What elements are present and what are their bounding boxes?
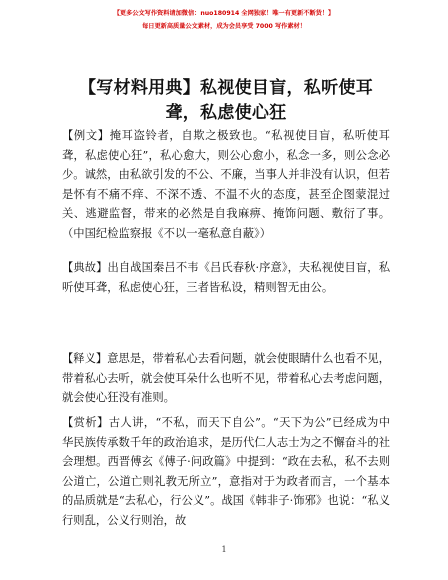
- promo-banner-line-2: 每日更新高质量公文素材，成为会员享受 7000 写作素材！: [142, 23, 306, 30]
- paragraph-appreciation: [62, 413, 390, 531]
- paragraph-text: 掩耳盗铃者，自欺之极致也。“私视使目盲，私听使耳聋，私虑使心狂”，私心愈大，则公心愈小，私念一多，则公念必少。诚然，由私欲引发的不公、不廉，当事人并非没有认识，但若是怀有不痛不痒、不深不透、不温不火的态度，甚至企图蒙混过关、逃避监督，带来的必然是自我麻痹、掩饰问题、敷衍了事。（中国纪检监察报《不以一毫私意自蔽》）: [62, 129, 390, 240]
- paragraph-allusion: [62, 258, 390, 297]
- paragraph-text: 意思是，带着私心去看问题，就会使眼睛什么也看不见，带着私心去听，就会使耳朵什么也听不见，带着私心去考虑问题，就会使心狂没有准则。: [62, 352, 390, 405]
- paragraph-tag: 【释义】: [62, 352, 108, 365]
- page-number: 1: [221, 545, 227, 554]
- paragraph-text: 出自战国秦吕不韦《吕氏春秋·序意》，夫私视使目盲，私听使耳聋，私虑使心狂，三者皆私设，精则智无由公。: [62, 261, 390, 294]
- paragraph-tag: 【赏析】: [62, 416, 109, 429]
- paragraph-tag: 【典故】: [62, 261, 108, 274]
- paragraph-text: 古人讲，“不私，而天下自公”。“天下为公”已经成为中华民族传承数千年的政治追求，是历代仁人志士为之不懈奋斗的社会理想。西晋傅玄《傅子·问政篇》中提到：“政在去私，私不去则公道亡，公道亡则礼教无所立”，意指对于为政者而言，一个基本的品质就是“去私心，行公义”。战国《韩非子·饰邪》也说：“私义行则乱，公义行则治，故: [62, 416, 390, 527]
- paragraph-meaning: [62, 349, 390, 408]
- paragraph-example: [62, 126, 390, 244]
- promo-banner-line-1: 【更多公文写作资料请加微信：nuo180914 全网独家！唯一有更新不断货！】: [113, 10, 335, 17]
- document-title: 【写材料用典】私视使目盲，私听使耳聋，私虑使心狂: [78, 78, 374, 123]
- paragraph-tag: 【例文】: [62, 129, 110, 142]
